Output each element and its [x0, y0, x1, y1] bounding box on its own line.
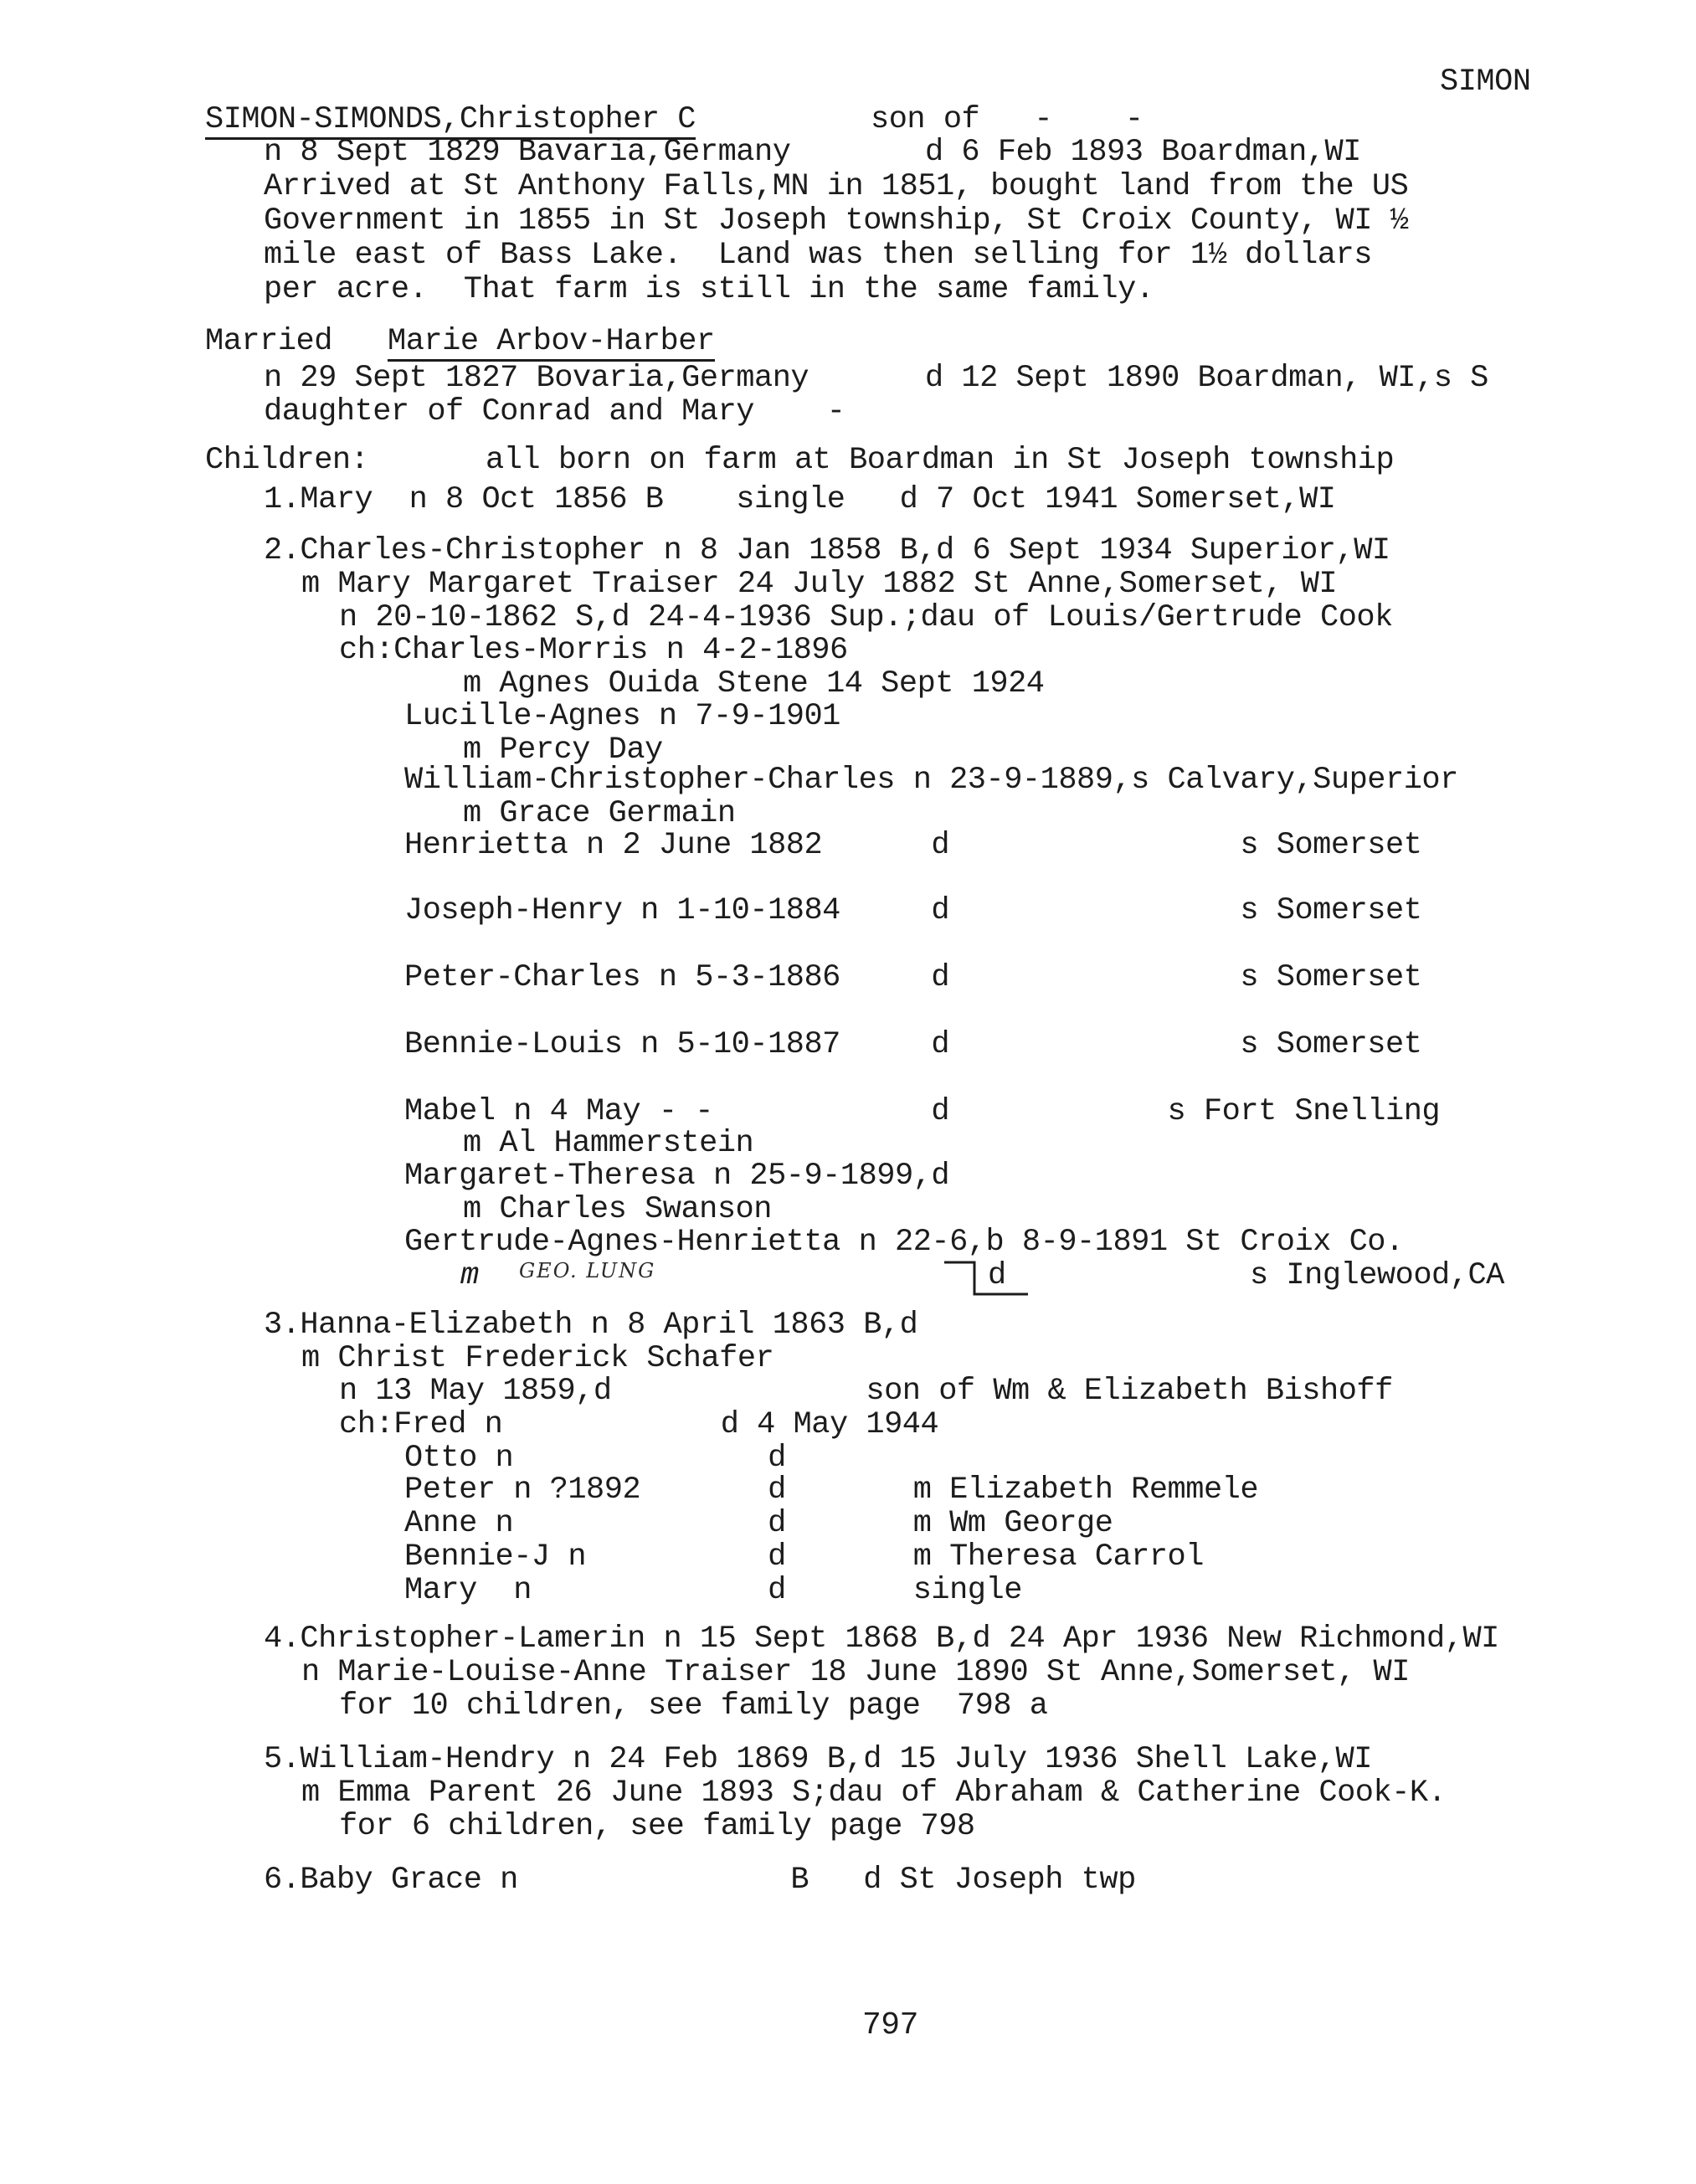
grandchild-entry: William-Christopher-Charles n 23-9-1889,s Calvary,Superior	[404, 763, 1458, 798]
grandchild-entry: Otto n d	[404, 1441, 786, 1476]
principal-bio-line: Government in 1855 in St Joseph township, St Croix County, WI ½	[264, 203, 1409, 239]
grandchild-entry: Mabel n 4 May - - d s Fort Snelling	[404, 1094, 1441, 1129]
principal-name: SIMON-SIMONDS,Christopher C	[205, 103, 696, 140]
grandchild-entry: Lucille-Agnes n 7-9-1901	[404, 699, 840, 734]
child-marriage: m Mary Margaret Traiser 24 July 1882 St Anne,Somerset, WI	[301, 567, 1338, 602]
child-entry: 1.Mary n 8 Oct 1856 B single d 7 Oct 1941 Somerset,WI	[264, 482, 1336, 517]
child-marriage: m Emma Parent 26 June 1893 S;dau of Abraham & Catherine Cook-K.	[301, 1775, 1447, 1811]
child-entry: 4.Christopher-Lamerin n 15 Sept 1868 B,d 24 Apr 1936 New Richmond,WI	[264, 1621, 1499, 1657]
grandchild-entry: ch:Fred n d 4 May 1944	[339, 1407, 939, 1442]
spouse-label: Married	[205, 324, 332, 359]
grandchild-burial: s Inglewood,CA	[1250, 1258, 1504, 1293]
child-spouse-detail: n 13 May 1859,d son of Wm & Elizabeth Bishoff	[339, 1374, 1393, 1409]
grandchild-marriage: m Charles Swanson	[463, 1192, 772, 1227]
principal-death: d 6 Feb 1893 Boardman,WI	[925, 135, 1361, 170]
grandchild-entry: ch:Charles-Morris n 4-2-1896	[339, 633, 848, 668]
grandchild-entry: Bennie-J n d m Theresa Carrol	[404, 1539, 1204, 1575]
child-marriage: n Marie-Louise-Anne Traiser 18 June 1890 St Anne,Somerset, WI	[301, 1655, 1410, 1690]
child-entry: 6.Baby Grace n B d St Joseph twp	[264, 1863, 1136, 1898]
spouse-death: d 12 Sept 1890 Boardman, WI,s S	[925, 361, 1488, 396]
children-label: Children:	[205, 443, 369, 478]
grandchild-marriage: m	[460, 1258, 479, 1293]
grandchild-marriage: m Agnes Ouida Stene 14 Sept 1924	[463, 666, 1045, 701]
grandchild-entry: Peter n ?1892 d m Elizabeth Remmele	[404, 1472, 1259, 1508]
child-entry: 2.Charles-Christopher n 8 Jan 1858 B,d 6 Sept 1934 Superior,WI	[264, 533, 1390, 568]
child-entry: 5.William-Hendry n 24 Feb 1869 B,d 15 July 1936 Shell Lake,WI	[264, 1742, 1372, 1777]
grandchild-marriage: m Grace Germain	[463, 796, 736, 831]
spouse-parents: daughter of Conrad and Mary -	[264, 394, 845, 429]
principal-bio-line: mile east of Bass Lake. Land was then selling for 1½ dollars	[264, 238, 1372, 273]
grandchild-death: d	[988, 1258, 1006, 1293]
principal-bio-line: Arrived at St Anthony Falls,MN in 1851, bought land from the US	[264, 169, 1409, 204]
grandchild-marriage: m Percy Day	[463, 732, 663, 768]
surname-header: SIMON	[1440, 64, 1531, 100]
family-page-reference: for 10 children, see family page 798 a	[339, 1688, 1048, 1724]
spouse-birth: n 29 Sept 1827 Bovaria,Germany	[264, 361, 809, 396]
grandchild-entry: Margaret-Theresa n 25-9-1899,d	[404, 1159, 950, 1194]
principal-parents: son of - -	[871, 102, 1144, 137]
handwritten-bracket	[941, 1257, 1033, 1299]
page-number: 797	[862, 2007, 918, 2043]
children-note: all born on farm at Boardman in St Joseph township	[486, 443, 1395, 478]
principal-birth: n 8 Sept 1829 Bavaria,Germany	[264, 135, 791, 170]
grandchild-entry: Bennie-Louis n 5-10-1887 d s Somerset	[404, 1027, 1422, 1062]
spouse-name: Marie Arbov-Harber	[388, 325, 715, 362]
grandchild-entry: Peter-Charles n 5-3-1886 d s Somerset	[404, 960, 1422, 995]
child-spouse-detail: n 20-10-1862 S,d 24-4-1936 Sup.;dau of Louis/Gertrude Cook	[339, 600, 1393, 635]
principal-bio-line: per acre. That farm is still in the same family.	[264, 272, 1154, 307]
child-marriage: m Christ Frederick Schafer	[301, 1341, 774, 1376]
grandchild-entry: Joseph-Henry n 1-10-1884 d s Somerset	[404, 893, 1422, 928]
grandchild-entry: Anne n d m Wm George	[404, 1506, 1113, 1541]
grandchild-entry: Gertrude-Agnes-Henrietta n 22-6,b 8-9-1891 St Croix Co.	[404, 1225, 1404, 1260]
grandchild-entry: Mary n d single	[404, 1573, 1022, 1608]
child-entry: 3.Hanna-Elizabeth n 8 April 1863 B,d	[264, 1308, 918, 1343]
grandchild-marriage: m Al Hammerstein	[463, 1126, 754, 1161]
grandchild-entry: Henrietta n 2 June 1882 d s Somerset	[404, 828, 1422, 863]
handwritten-spouse-name: GEO. LUNG	[519, 1259, 656, 1282]
family-page-reference: for 6 children, see family page 798	[339, 1809, 975, 1844]
